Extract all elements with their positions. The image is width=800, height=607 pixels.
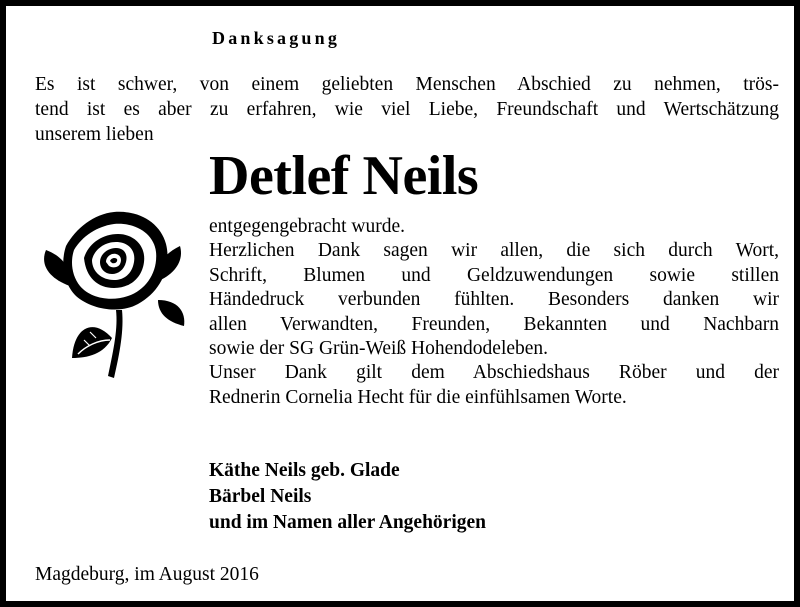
intro-line: Es ist schwer, von einem geliebten Menschen Abschied zu nehmen, trös- — [35, 74, 779, 95]
intro-line: unserem lieben — [35, 124, 154, 145]
notice-title: Danksagung — [212, 28, 341, 48]
signer-line: Käthe Neils geb. Glade — [209, 460, 400, 481]
body-line: Händedruck verbunden fühlten. Besonders danken wir — [209, 289, 779, 311]
signers-block — [209, 458, 486, 536]
body-line: Unser Dank gilt dem Abschiedshaus Röber und der — [209, 362, 779, 384]
place-date: Magdeburg, im August 2016 — [35, 564, 259, 585]
body-line: Schrift, Blumen und Geldzuwendungen sowie stillen — [209, 264, 779, 286]
body-line: entgegengebracht wurde. — [209, 216, 405, 237]
body-line: sowie der SG Grün-Weiß Hohendodeleben. — [209, 338, 549, 360]
intro-text — [35, 72, 779, 147]
deceased-name: Detlef Neils — [209, 145, 479, 207]
body-line: Herzlichen Dank sagen wir allen, die sich durch Wort, — [209, 240, 779, 262]
signer-line: Bärbel Neils — [209, 486, 312, 507]
rose-icon — [38, 188, 188, 384]
intro-line: tend ist es aber zu erfahren, wie viel Liebe, Freundschaft und Wertschätzung — [35, 99, 779, 120]
body-line: Rednerin Cornelia Hecht für die einfühlsamen Worte. — [209, 386, 627, 408]
body-line: allen Verwandten, Freunden, Bekannten und Nachbarn — [209, 313, 779, 335]
signer-line: und im Namen aller Angehörigen — [209, 512, 486, 533]
body-text — [209, 215, 779, 410]
